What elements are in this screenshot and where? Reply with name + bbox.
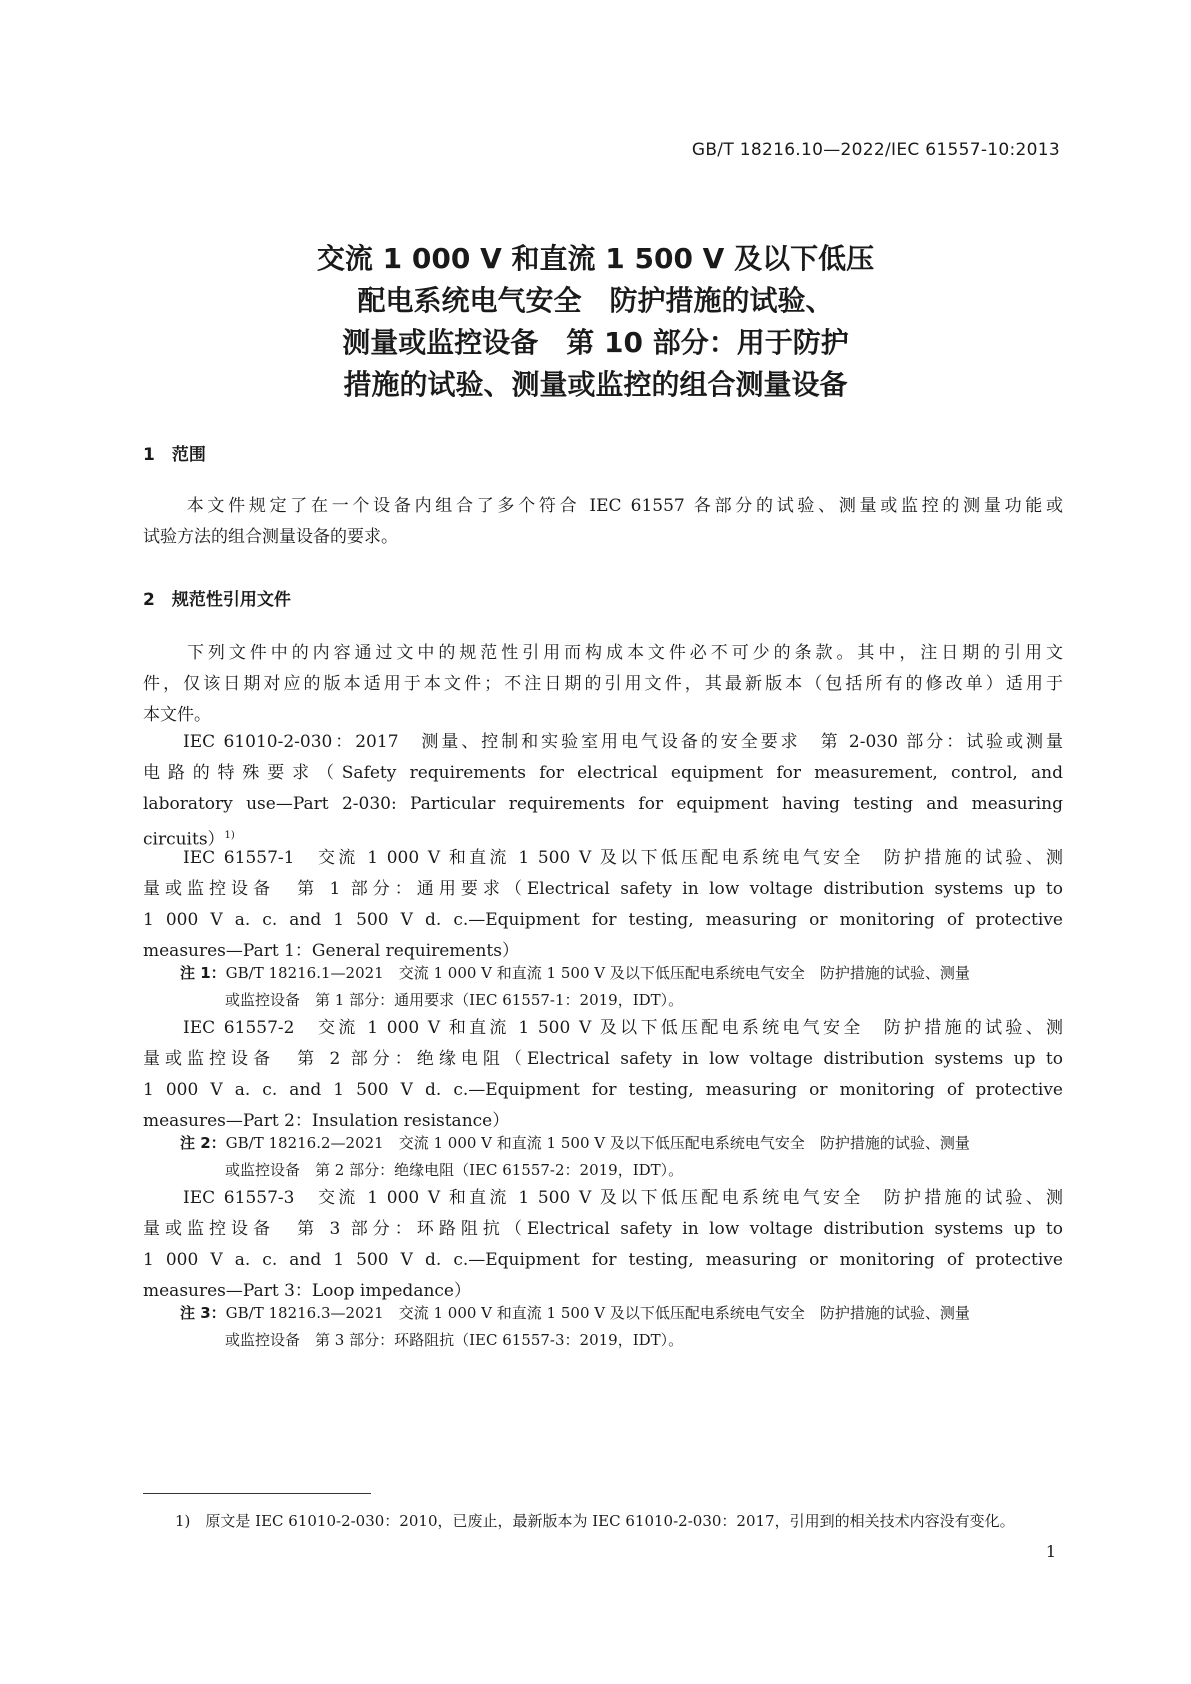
scope-paragraph [143,491,1063,553]
note-label: 注 3： [180,1304,226,1322]
footnote: 1) 原文是 IEC 61010-2-030：2010，已废止，最新版本为 IEC 61010-2-030：2017，引用到的相关技术内容没有变化。 [175,1512,1015,1530]
page-number: 1 [1045,1542,1056,1561]
paragraph-line: 件，仅该日期对应的版本适用于本文件；不注日期的引用文件，其最新版本（包括所有的修改单）适用于 [143,674,1063,694]
reference-line: IEC 61557-3 交流 1 000 V 和直流 1 500 V 及以下低压配电系统电气安全 防护措施的试验、测 [183,1188,1063,1208]
reference-line: 1 000 V a. c. and 1 500 V d. c.—Equipment for testing, measuring or monitoring of protective [143,1080,1063,1100]
reference-line: 1 000 V a. c. and 1 500 V d. c.—Equipment for testing, measuring or monitoring of protective [143,910,1063,930]
note-text: GB/T 18216.3—2021 交流 1 000 V 和直流 1 500 V 及以下低压配电系统电气安全 防护措施的试验、测量 [225,1304,970,1322]
note-text: GB/T 18216.1—2021 交流 1 000 V 和直流 1 500 V 及以下低压配电系统电气安全 防护措施的试验、测量 [225,964,970,982]
note-text: 或监控设备 第 1 部分：通用要求（IEC 61557-1：2019，IDT）。 [225,991,684,1009]
title-line: 测量或监控设备 第 10 部分：用于防护 [342,326,849,359]
reference-line: 量或监控设备 第 2 部分：绝缘电阻（Electrical safety in low voltage distribution systems up to [143,1049,1063,1069]
reference-line: 电路的特殊要求（Safety requirements for electrical equipment for measurement, control, and [143,763,1063,783]
reference-iec-61557-3 [143,1183,1063,1307]
reference-iec-61010-2-030 [143,727,1063,856]
note-text: 或监控设备 第 2 部分：绝缘电阻（IEC 61557-2：2019，IDT）。 [225,1161,684,1179]
footnote-divider [143,1493,371,1494]
paragraph-line: 试验方法的组合测量设备的要求。 [143,527,398,547]
title-line: 配电系统电气安全 防护措施的试验、 [357,284,834,317]
document-code: GB/T 18216.10—2022/IEC 61557-10:2013 [691,140,1060,160]
paragraph-line: 本文件规定了在一个设备内组合了多个符合 IEC 61557 各部分的试验、测量或监控的测量功能或 [183,496,1063,516]
reference-iec-61557-1 [143,843,1063,967]
reference-line: 1 000 V a. c. and 1 500 V d. c.—Equipment for testing, measuring or monitoring of protective [143,1250,1063,1270]
reference-line: 量或监控设备 第 1 部分：通用要求（Electrical safety in low voltage distribution systems up to [143,879,1063,899]
note-3 [180,1300,1063,1354]
footnote-mark: 1) [224,830,235,841]
note-text: GB/T 18216.2—2021 交流 1 000 V 和直流 1 500 V 及以下低压配电系统电气安全 防护措施的试验、测量 [225,1134,970,1152]
section-heading-normative-references: 2 规范性引用文件 [143,590,291,610]
title-line: 措施的试验、测量或监控的组合测量设备 [343,368,848,401]
reference-line: measures—Part 1：General requirements） [143,941,519,961]
references-intro-paragraph [143,638,1063,731]
reference-line: IEC 61557-1 交流 1 000 V 和直流 1 500 V 及以下低压配电系统电气安全 防护措施的试验、测 [183,848,1063,868]
reference-line: laboratory use—Part 2-030: Particular requirements for equipment having testing and measuring [143,794,1063,814]
paragraph-line: 本文件。 [143,705,211,725]
paragraph-line: 下列文件中的内容通过文中的规范性引用而构成本文件必不可少的条款。其中，注日期的引用文 [183,643,1063,663]
reference-line: 量或监控设备 第 3 部分：环路阻抗（Electrical safety in low voltage distribution systems up to [143,1219,1063,1239]
document-title [0,238,1191,406]
reference-line: circuits） [143,829,225,850]
note-1 [180,960,1063,1014]
section-heading-scope: 1 范围 [143,445,206,465]
reference-line: IEC 61010-2-030：2017 测量、控制和实验室用电气设备的安全要求 第 2-030 部分：试验或测量 [183,732,1063,752]
note-2 [180,1130,1063,1184]
note-label: 注 1： [180,964,226,982]
note-text: 或监控设备 第 3 部分：环路阻抗（IEC 61557-3：2019，IDT）。 [225,1331,684,1349]
reference-line: measures—Part 2：Insulation resistance） [143,1111,510,1131]
title-line: 交流 1 000 V 和直流 1 500 V 及以下低压 [316,242,875,275]
reference-iec-61557-2 [143,1013,1063,1137]
reference-line: measures—Part 3：Loop impedance） [143,1281,471,1301]
note-label: 注 2： [180,1134,226,1152]
reference-line: IEC 61557-2 交流 1 000 V 和直流 1 500 V 及以下低压配电系统电气安全 防护措施的试验、测 [183,1018,1063,1038]
